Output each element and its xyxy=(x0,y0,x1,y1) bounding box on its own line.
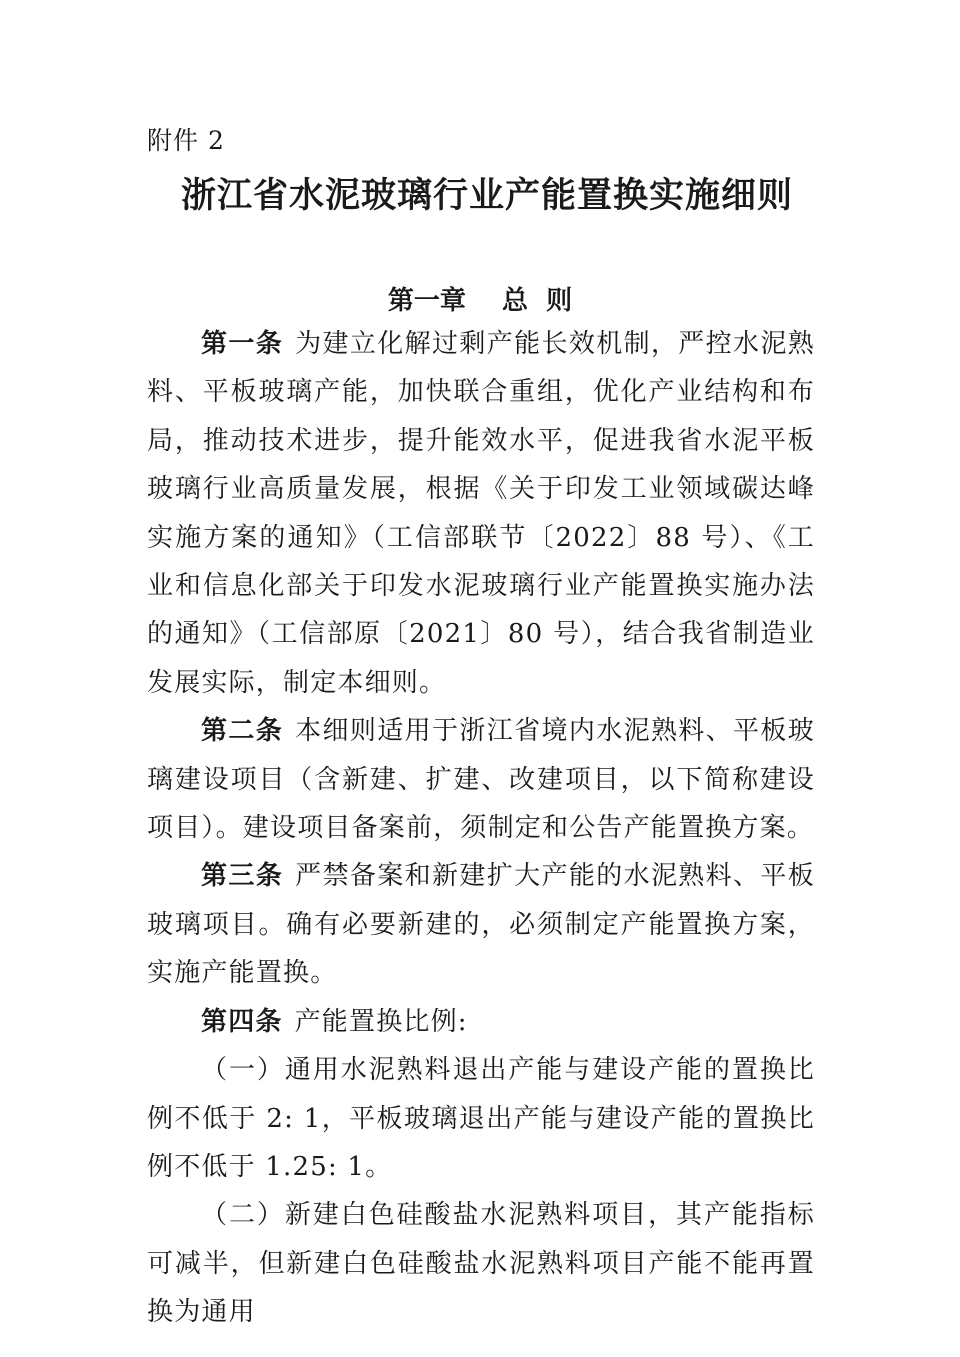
clause-text: （一）通用水泥熟料退出产能与建设产能的置换比例不低于 2: 1，平板玻璃退出产能与建设产能的置换比例不低于 1.25: 1。 xyxy=(147,1055,815,1182)
clause-2 xyxy=(147,1191,815,1336)
clause-1 xyxy=(147,1046,815,1191)
article-1 xyxy=(147,320,815,707)
article-4 xyxy=(147,998,815,1046)
article-text: 产能置换比例: xyxy=(294,1006,468,1037)
article-label: 第四条 xyxy=(201,1006,283,1037)
article-text: 严禁备案和新建扩大产能的水泥熟料、平板玻璃项目。确有必要新建的，必须制定产能置换方案，实施产能置换。 xyxy=(147,861,815,989)
article-label: 第二条 xyxy=(201,716,284,747)
article-label: 第三条 xyxy=(201,861,284,892)
article-text: 本细则适用于浙江省境内水泥熟料、平板玻璃建设项目（含新建、扩建、改建项目，以下简称建设项目）。建设项目备案前，须制定和公告产能置换方案。 xyxy=(147,716,815,844)
clause-text: （二）新建白色硅酸盐水泥熟料项目，其产能指标可减半，但新建白色硅酸盐水泥熟料项目产能不能再置换为通用 xyxy=(147,1200,815,1328)
article-label: 第一条 xyxy=(201,329,284,359)
article-text: 为建立化解过剩产能长效机制，严控水泥熟料、平板玻璃产能，加快联合重组，优化产业结构和布局，推动技术进步，提升能效水平，促进我省水泥平板玻璃行业高质量发展，根据《关于印发工业领域碳达峰实施方案的通知》（工信部联节〔2022〕88 号）、《工业和信息化部关于印发水泥玻璃行业产能置换实施办法的通知》（工信部原〔2021〕80 号），结合我省制造业发展实际，制定本细则。 xyxy=(147,329,815,698)
document-body xyxy=(147,320,815,1337)
attachment-label: 附件 2 xyxy=(147,126,225,155)
chapter-heading: 第一章 总 则 xyxy=(387,286,573,316)
article-2 xyxy=(147,707,815,852)
document-title: 浙江省水泥玻璃行业产能置换实施细则 xyxy=(180,176,793,216)
article-3 xyxy=(147,852,815,997)
